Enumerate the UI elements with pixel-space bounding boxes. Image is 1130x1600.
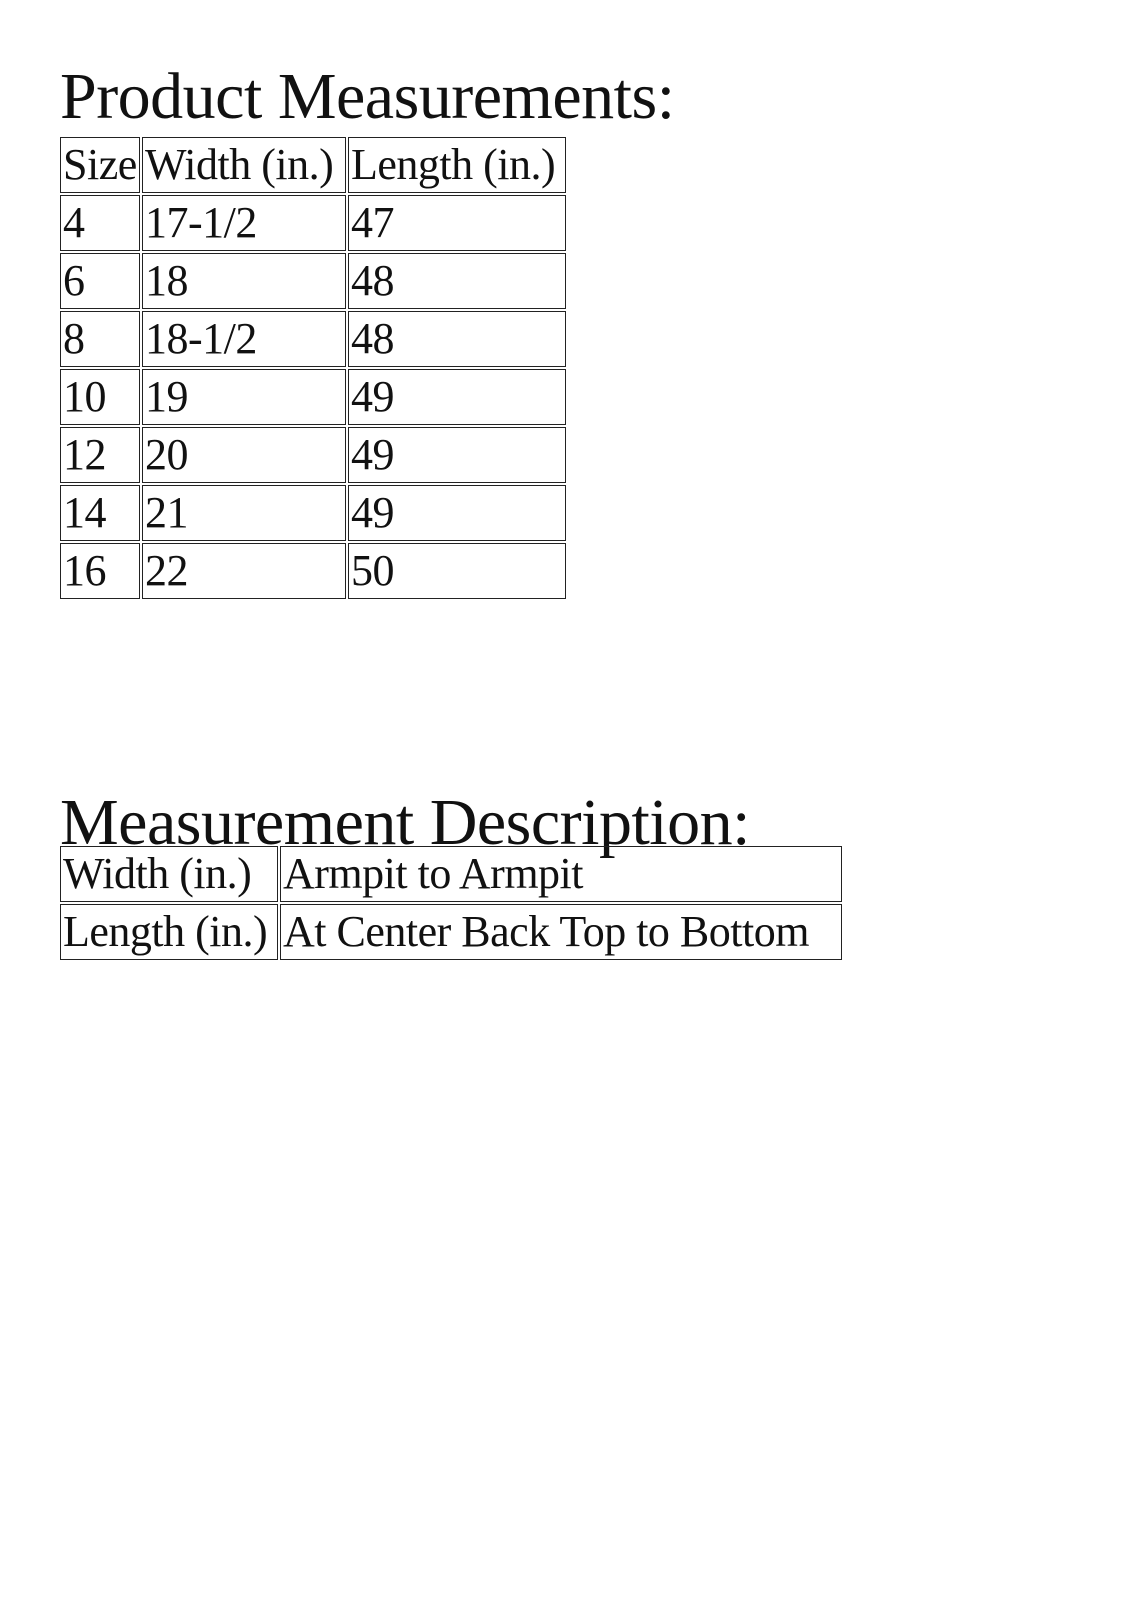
cell-size: 14	[60, 485, 140, 541]
header-width: Width (in.)	[142, 137, 346, 193]
product-measurements-title: Product Measurements:	[60, 60, 675, 133]
cell-width: 22	[142, 543, 346, 599]
table-row	[60, 846, 842, 902]
cell-size: 16	[60, 543, 140, 599]
description-label: Length (in.)	[60, 904, 278, 960]
cell-length: 48	[348, 311, 566, 367]
cell-size: 12	[60, 427, 140, 483]
cell-width: 18	[142, 253, 346, 309]
table-row	[60, 904, 842, 960]
table-row	[60, 485, 566, 541]
cell-width: 18-1/2	[142, 311, 346, 367]
cell-size: 6	[60, 253, 140, 309]
cell-length: 50	[348, 543, 566, 599]
cell-size: 8	[60, 311, 140, 367]
description-text: At Center Back Top to Bottom	[280, 904, 842, 960]
cell-length: 49	[348, 369, 566, 425]
header-size: Size	[60, 137, 140, 193]
cell-width: 19	[142, 369, 346, 425]
table-row	[60, 543, 566, 599]
table-row	[60, 369, 566, 425]
cell-length: 49	[348, 485, 566, 541]
table-header-row	[60, 137, 566, 193]
table-row	[60, 253, 566, 309]
measurement-description-title: Measurement Description:	[60, 786, 750, 859]
table-row	[60, 311, 566, 367]
cell-size: 4	[60, 195, 140, 251]
cell-width: 17-1/2	[142, 195, 346, 251]
description-label: Width (in.)	[60, 846, 278, 902]
header-length: Length (in.)	[348, 137, 566, 193]
cell-width: 20	[142, 427, 346, 483]
description-text: Armpit to Armpit	[280, 846, 842, 902]
table-row	[60, 427, 566, 483]
cell-length: 49	[348, 427, 566, 483]
cell-size: 10	[60, 369, 140, 425]
table-row	[60, 195, 566, 251]
measurement-description-table	[58, 844, 844, 962]
cell-length: 47	[348, 195, 566, 251]
cell-length: 48	[348, 253, 566, 309]
cell-width: 21	[142, 485, 346, 541]
product-measurements-table	[58, 135, 568, 601]
